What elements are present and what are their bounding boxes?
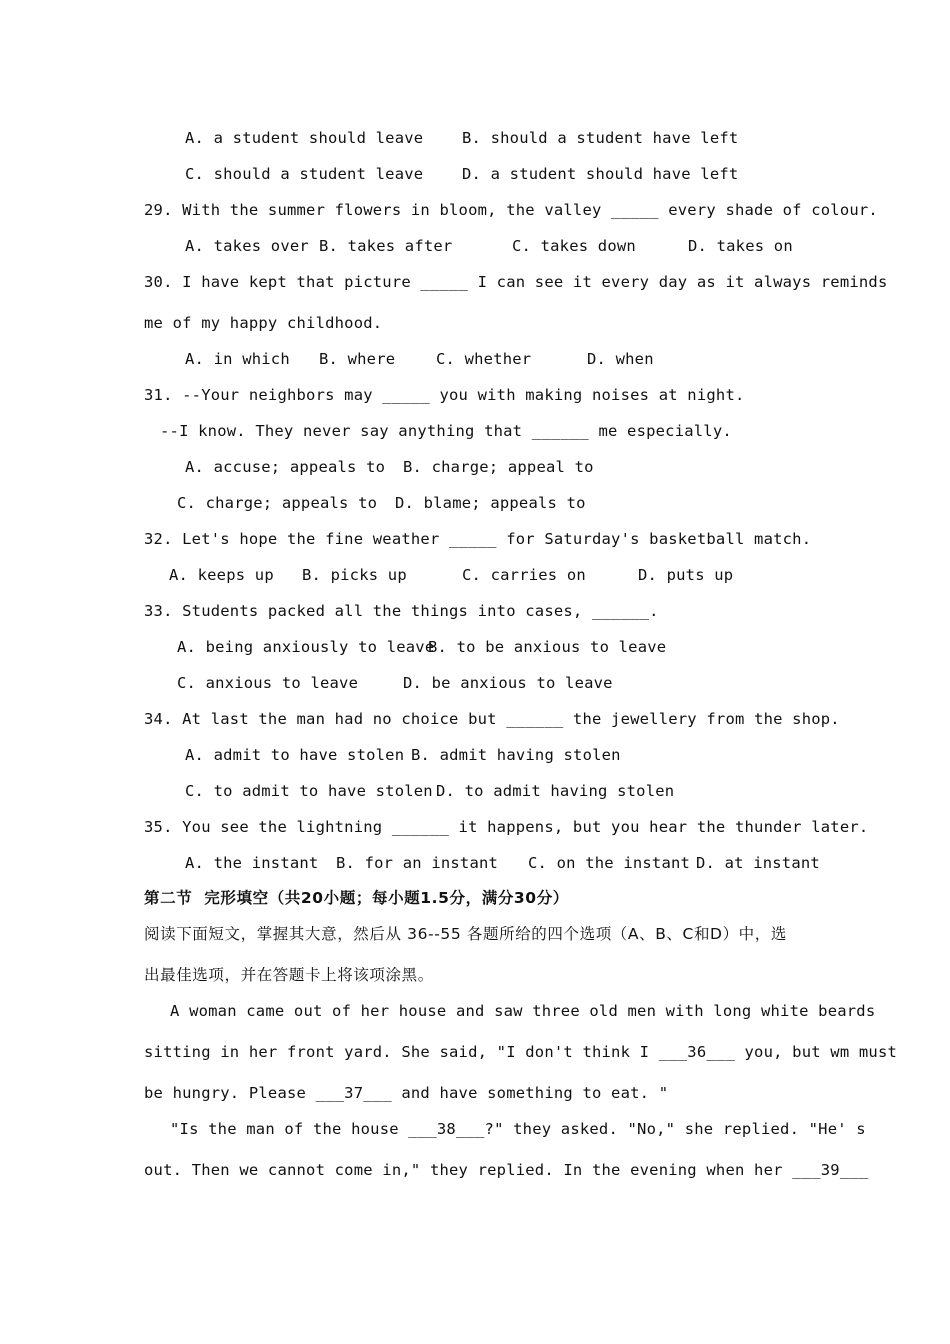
- q28-option-a: A. a student should leave: [185, 129, 424, 147]
- q31-option-d: D. blame; appeals to: [395, 494, 586, 512]
- passage-line3: be hungry. Please ___37___ and have something to eat. ": [144, 1084, 669, 1102]
- q28-option-c: C. should a student leave: [185, 165, 424, 183]
- q31-option-a: A. accuse; appeals to: [185, 458, 386, 476]
- q30-option-d: D. when: [587, 350, 654, 368]
- q32-option-a: A. keeps up: [169, 566, 274, 584]
- q35-option-d: D. at instant: [696, 854, 820, 872]
- q30-option-a: A. in which: [185, 350, 290, 368]
- q29-option-b: B. takes after: [319, 237, 453, 255]
- q33-stem: 33. Students packed all the things into cases, ______.: [144, 602, 659, 620]
- q34-option-d: D. to admit having stolen: [436, 782, 675, 800]
- q30-option-c: C. whether: [436, 350, 532, 368]
- q31-stem-line1: 31. --Your neighbors may _____ you with making noises at night.: [144, 386, 745, 404]
- q34-option-a: A. admit to have stolen: [185, 746, 405, 764]
- section-heading: 第二节 完形填空（共20小题；每小题1.5分，满分30分）: [144, 889, 569, 907]
- section-instructions-line1: 阅读下面短文，掌握其大意，然后从 36--55 各题所给的四个选项（A、B、C和D）中，选: [144, 925, 787, 943]
- q35-option-a: A. the instant: [185, 854, 319, 872]
- q30-stem-line1: 30. I have kept that picture _____ I can see it every day as it always reminds: [144, 273, 888, 291]
- passage-line4: "Is the man of the house ___38___?" they asked. "No," she replied. "He' s: [170, 1120, 866, 1138]
- q31-option-b: B. charge; appeal to: [403, 458, 594, 476]
- q29-option-c: C. takes down: [512, 237, 636, 255]
- q32-option-d: D. puts up: [638, 566, 734, 584]
- q32-option-b: B. picks up: [302, 566, 407, 584]
- q35-stem: 35. You see the lightning ______ it happens, but you hear the thunder later.: [144, 818, 869, 836]
- q28-option-d: D. a student should have left: [462, 165, 739, 183]
- q31-option-c: C. charge; appeals to: [177, 494, 378, 512]
- q35-option-c: C. on the instant: [528, 854, 691, 872]
- q31-stem-line2: --I know. They never say anything that ______ me especially.: [160, 422, 732, 440]
- q32-stem: 32. Let's hope the fine weather _____ for Saturday's basketball match.: [144, 530, 812, 548]
- passage-line1: A woman came out of her house and saw three old men with long white beards: [170, 1002, 876, 1020]
- q29-option-a: A. takes over: [185, 237, 309, 255]
- q30-option-b: B. where: [319, 350, 396, 368]
- passage-line2: sitting in her front yard. She said, "I don't think I ___36___ you, but wm must: [144, 1043, 898, 1061]
- section-instructions-line2: 出最佳选项，并在答题卡上将该项涂黑。: [144, 966, 434, 984]
- q32-option-c: C. carries on: [462, 566, 586, 584]
- q33-option-c: C. anxious to leave: [177, 674, 359, 692]
- q34-option-c: C. to admit to have stolen: [185, 782, 433, 800]
- q33-option-a: A. being anxiously to leave: [177, 638, 435, 656]
- passage-line5: out. Then we cannot come in," they replied. In the evening when her ___39___: [144, 1161, 869, 1179]
- q33-option-b: B. to be anxious to leave: [428, 638, 667, 656]
- q30-stem-line2: me of my happy childhood.: [144, 314, 383, 332]
- q28-option-b: B. should a student have left: [462, 129, 739, 147]
- q29-option-d: D. takes on: [688, 237, 793, 255]
- q34-option-b: B. admit having stolen: [411, 746, 621, 764]
- q29-stem: 29. With the summer flowers in bloom, the valley _____ every shade of colour.: [144, 201, 878, 219]
- q34-stem: 34. At last the man had no choice but ______ the jewellery from the shop.: [144, 710, 840, 728]
- q33-option-d: D. be anxious to leave: [403, 674, 613, 692]
- q35-option-b: B. for an instant: [336, 854, 499, 872]
